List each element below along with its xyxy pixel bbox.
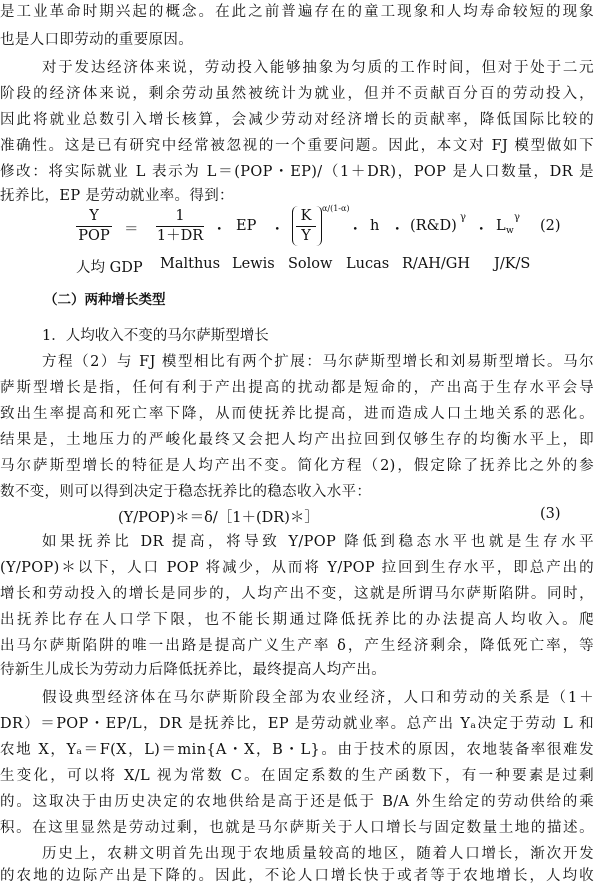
text-line: 生变化，可以将 X/L 视为常数 C。在固定系数的生产函数下，有一种要素是过剩 [0, 768, 594, 784]
text-line: 阶段的经济体来说，剩余劳动虽然被统计为就业，但并不贡献百分百的劳动投入， [0, 86, 594, 102]
text-line: 数不变，则可以得到决定于稳态抚养比的稳态收入水平： [0, 484, 372, 500]
text-line: 积。在这里显然是劳动过剩，也就是马尔萨斯关于人口增长与固定数量土地的描述。 [0, 820, 594, 836]
text-line: 是工业革命时期兴起的概念。在此之前普遍存在的童工现象和人均寿命较短的现象 [0, 4, 594, 20]
equation-3: (Y/POP)＊＝δ/［1＋(DR)＊］ [118, 510, 319, 526]
dot-operator: ・ [348, 222, 363, 238]
eq-label: Malthus [160, 256, 221, 272]
eq-label: Lewis [232, 256, 275, 272]
text-line: (Y/POP)＊以下，人口 POP 将减少，从而将 Y/POP 拉回到生存水平，即总产出的 [0, 560, 594, 576]
lw-exponent: γ [514, 212, 520, 223]
text-line: 的农地的边际产出是下降的。因此，不论人口增长快于或者等于农地增长，人均收 [0, 868, 594, 884]
lw-term: L [496, 218, 506, 234]
text-line: 的。这取决于由历史决定的农地供给是高于还是低于 B/A 外生给定的劳动供给的乘 [0, 794, 594, 810]
text-line: 历史上，农耕文明首先出现于农地质量较高的地区，随着人口增长，渐次开发 [42, 846, 594, 862]
text-line: 萨斯型增长是指，任何有利于产出提高的扰动都是短命的，产出高于生存水平会导 [0, 380, 594, 396]
h-term: h [370, 218, 380, 234]
text-line: 准确性。这是已有研究中经常被忽视的一个重要问题。因此，本文对 FJ 模型做如下 [0, 138, 594, 154]
text-line: 方程（2）与 FJ 模型相比有两个扩展：马尔萨斯型增长和刘易斯型增长。马尔 [42, 354, 594, 370]
text-line: 结果是，土地压力的严峻化最终又会把人均产出拉回到仅够生存的均衡水平上，即 [0, 432, 594, 448]
text-line: 出抚养比存在人口学下限，也不能长期通过降低抚养比的办法提高人均收入。爬 [0, 612, 594, 628]
fraction-k-y: K Y [296, 208, 316, 245]
dot-operator: ・ [270, 222, 285, 238]
text-line: 出马尔萨斯陷阱的唯一出路是提高广义生产率 δ，产生经济剩余，降低死亡率，等 [0, 638, 594, 654]
text-line: DR）＝POP・EP/L，DR 是抚养比，EP 是劳动就业率。总产出 Yₐ决定于劳动 L 和 [0, 716, 594, 732]
eq-label: 人均 GDP [76, 260, 143, 276]
text-line: 也是人口即劳动的重要原因。 [0, 32, 194, 48]
text-line: 农地 X，Yₐ＝F(X，L)＝min{A・X，B・L}。由于技术的原因，农地装备率很难发 [0, 742, 594, 758]
text-line: 马尔萨斯型增长的特征是人均产出不变。简化方程（2)，假定除了抚养比之外的参 [0, 458, 594, 474]
eq-label: J/K/S [494, 256, 531, 272]
dot-operator: ・ [390, 222, 405, 238]
eq-label: Solow [288, 256, 333, 272]
text-line: 假设典型经济体在马尔萨斯阶段全部为农业经济，人口和劳动的关系是（1＋ [42, 690, 594, 706]
subsection-title: 1．人均收入不变的马尔萨斯型增长 [42, 328, 269, 344]
lw-subscript: w [506, 226, 514, 236]
section-heading: （二）两种增长类型 [44, 292, 166, 308]
equation-number: (3) [540, 506, 561, 522]
text-line: 抚养比，EP 是劳动就业率。得到： [0, 188, 234, 204]
text-line: 对于发达经济体来说，劳动投入能够抽象为匀质的工作时间，但对于处于二元 [42, 60, 594, 76]
dot-operator: ・ [212, 222, 227, 238]
text-line: 致出生率提高和死亡率下降，从而使抚养比提高，进而造成人口土地关系的恶化。 [0, 406, 594, 422]
equals-sign: ＝ [124, 222, 139, 238]
dot-operator: ・ [474, 222, 489, 238]
ky-exponent: α/(1-α) [322, 204, 350, 213]
ep-term: EP [236, 218, 257, 234]
text-line: 如果抚养比 DR 提高，将导致 Y/POP 降低到稳态水平也就是生存水平 [42, 534, 594, 550]
fraction-y-pop: Y POP [76, 208, 112, 245]
text-line: 待新生儿成长为劳动力后降低抚养比，最终提高人均产出。 [0, 662, 387, 678]
eq-label: R/AH/GH [402, 256, 471, 272]
rd-term: (R&D) [410, 218, 457, 234]
eq-label: Lucas [346, 256, 390, 272]
text-line: 因此将就业总数引入增长核算，会减少劳动对经济增长的贡献率，降低国际比较的 [0, 112, 594, 128]
text-line: 增长和劳动投入的增长是同步的，人均产出不变，这就是所谓马尔萨斯陷阱。同时， [0, 586, 594, 602]
fraction-dependency: 1 1＋DR [156, 208, 204, 244]
text-line: 修改：将实际就业 L 表示为 L＝(POP・EP)/（1＋DR)，POP 是人口数量，DR 是 [0, 164, 594, 180]
equation-number: (2) [540, 218, 561, 234]
rd-exponent: γ [460, 212, 466, 223]
